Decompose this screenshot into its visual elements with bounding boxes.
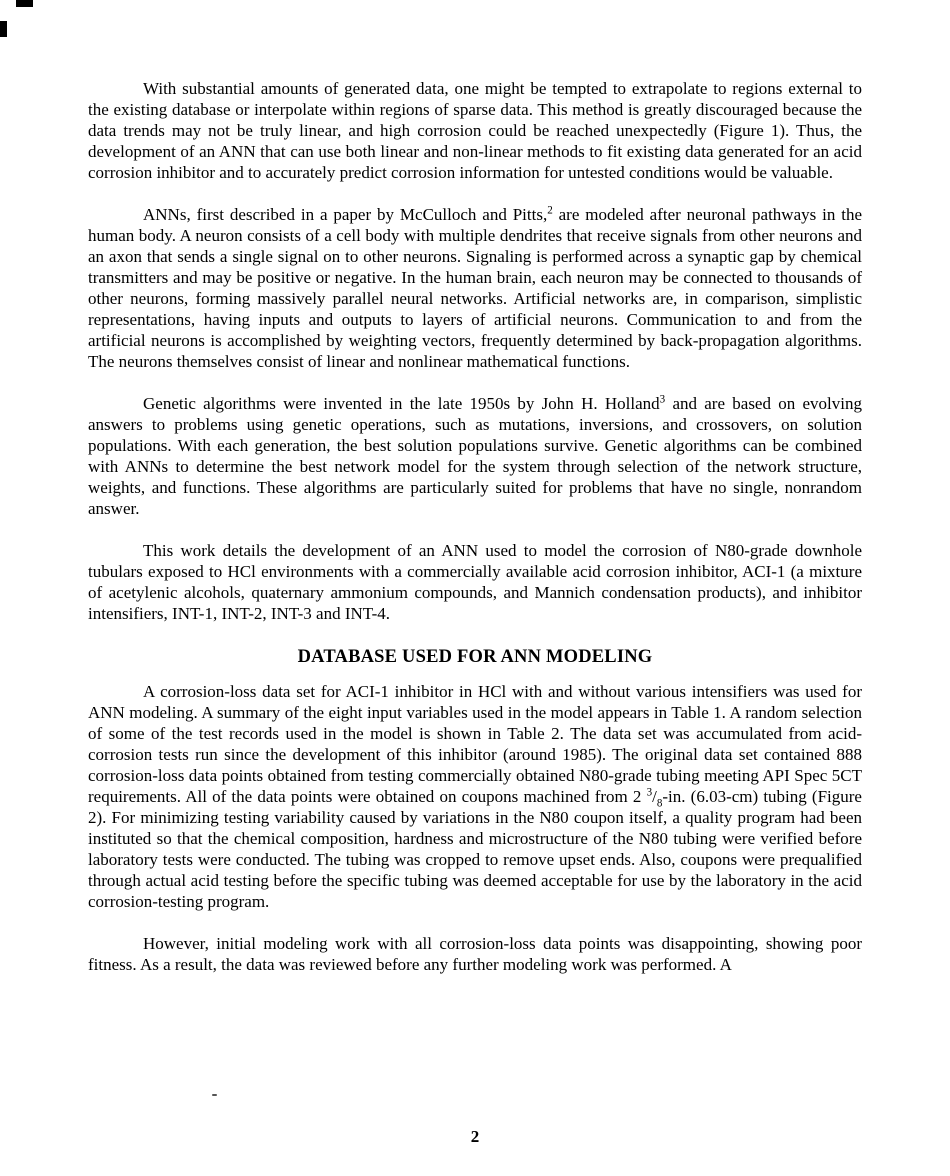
page-number: 2 [470, 1127, 480, 1146]
paragraph-initial-modeling: However, initial modeling work with all corrosion-loss data points was disappointing, showing poor fitness. As a result, the data was reviewed before any further modeling work was performed. A [88, 934, 862, 974]
paragraph-work-overview: This work details the development of an ANN used to model the corrosion of N80-grade downhole tubulars exposed to HCl environments with a commercially available acid corrosion inhibitor, ACI-1 (a mixture of acetylenic alcohols, quaternary ammonium compounds, and Mannich condensation products), and inhibitor intensifiers, INT-1, INT-2, INT-3 and INT-4. [88, 541, 862, 623]
paragraph-genetic-algorithms: Genetic algorithms were invented in the late 1950s by John H. Holland$^3$ and are based on evolving answers to problems using genetic operations, such as mutations, inversions, and crossovers, on solution populations. With each generation, the best solution populations survive. Genetic algorithms can be combined with ANNs to determine the best network model for the system through selection of the network structure, weights, and functions. These algorithms are particularly suited for problems that have no single, nonrandom answer. [88, 393, 863, 518]
section-heading-database: DATABASE USED FOR ANN MODELING [297, 647, 653, 667]
stray-mark [212, 1094, 217, 1096]
page-body [88, 78, 862, 975]
scan-artifact-top [16, 0, 33, 7]
paragraph-extrapolation-warning: With substantial amounts of generated data, one might be tempted to extrapolate to regions external to the existing database or interpolate within regions of sparse data. This method is greatly discouraged because the data trends may not be truly linear, and high corrosion could be reached unexpectedly (Figure 1). Thus, the development of an ANN that can use both linear and non-linear methods to fit existing data generated for an acid corrosion inhibitor and to accurately predict corrosion information for untested conditions would be valuable. [88, 79, 862, 182]
paragraph-ann-description: ANNs, first described in a paper by McCulloch and Pitts,$^2$ are modeled after neuronal pathways in the human body. A neuron consists of a cell body with multiple dendrites that receive signals from other neurons and an axon that sends a single signal on to other neurons. Signaling is performed across a synaptic gap by chemical transmitters and may be positive or negative. In the human brain, each neuron may be connected to thousands of other neurons, forming massively parallel neural networks. Artificial networks are, in comparison, simplistic representations, having inputs and outputs to layers of artificial neurons. Communication to and from the artificial neurons is accomplished by weighting vectors, frequently determined by back-propagation algorithms. The neurons themselves consist of linear and nonlinear mathematical functions. [88, 204, 862, 371]
scan-artifact-left [0, 21, 7, 37]
paragraph-database-description: A corrosion-loss data set for ACI-1 inhibitor in HCl with and without various intensifiers was used for ANN modeling. A summary of the eight input variables used in the model appears in Table 1. A random selection of some of the test records used in the model is shown in Table 2. The data set was accumulated from acid-corrosion tests run since the development of this inhibitor (around 1985). The original data set contained 888 corrosion-loss data points obtained from testing commercially obtained N80-grade tubing meeting API Spec 5CT requirements. All of the data points were obtained on coupons machined from 2 $^3/_8-in$. (6.03-cm) tubing (Figure 2). For minimizing testing variability caused by variations in the N80 coupon itself, a quality program had been instituted so that the chemical composition, hardness and microstructure of the N80 tubing were verified before laboratory tests were conducted. The tubing was cropped to remove upset ends. Also, coupons were prequalified through actual acid testing before the specific tubing was deemed acceptable for use by the laboratory in the acid corrosion-testing program. [88, 682, 862, 911]
